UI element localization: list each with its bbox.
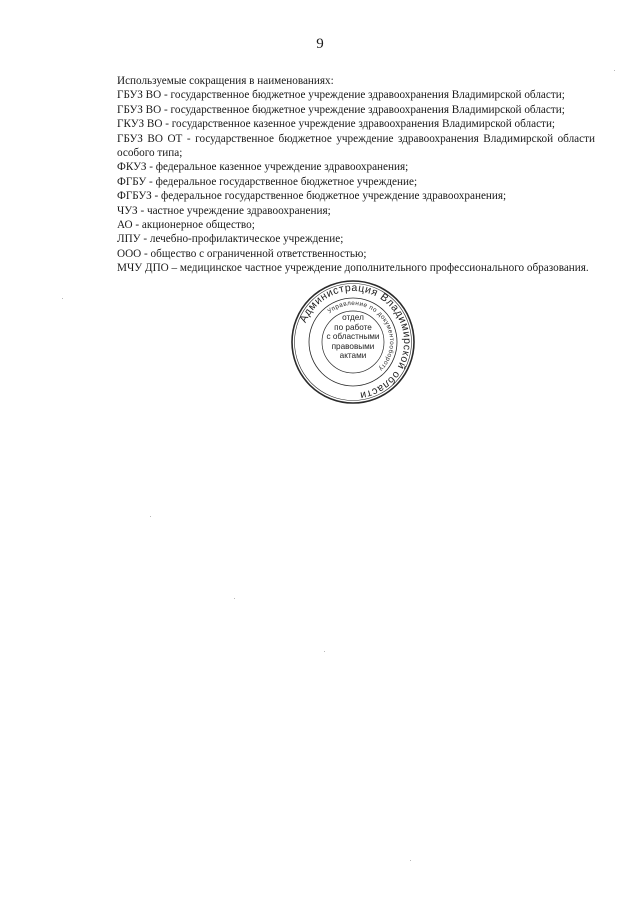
scan-speck: [150, 516, 151, 517]
abbreviation-item: ЛПУ - лечебно-профилактическое учреждение;: [117, 233, 344, 246]
abbreviation-item: ГБУЗ ВО - государственное бюджетное учреждение здравоохранения Владимирской области;: [117, 103, 565, 116]
abbreviation-item: МЧУ ДПО – медицинское частное учреждение дополнительного профессионального образования.: [117, 262, 589, 275]
abbreviation-item: ГКУЗ ВО - государственное казенное учреждение здравоохранения Владимирской области;: [117, 118, 556, 131]
abbreviations-intro: Используемые сокращения в наименованиях:: [117, 75, 334, 87]
abbreviation-item: ГБУЗ ВО - государственное бюджетное учреждение здравоохранения Владимирской области;: [117, 89, 565, 102]
abbreviation-item: ФГБУ - федеральное государственное бюджетное учреждение;: [117, 175, 418, 188]
scan-speck: [324, 651, 325, 652]
scan-speck: [410, 860, 411, 861]
abbreviation-item: ООО - общество с ограниченной ответственностью;: [117, 247, 367, 260]
abbreviations-section: [117, 74, 595, 276]
stamp-center-text: отдел по работе с областными правовыми актами: [326, 313, 380, 361]
scan-speck: [614, 70, 615, 71]
stamp-ring-text: Управление по документообороту: [326, 299, 396, 373]
page-number: 9: [316, 36, 324, 52]
official-stamp: [290, 279, 416, 405]
abbreviation-item: ЧУЗ - частное учреждение здравоохранения;: [117, 204, 331, 217]
abbreviation-item: АО - акционерное общество;: [117, 219, 255, 232]
abbreviation-item: ФГБУЗ - федеральное государственное бюджетное учреждение здравоохранения;: [117, 190, 507, 203]
abbreviation-item: ГБУЗ ВО ОТ - государственное бюджетное учреждение здравоохранения Владимирской области особого типа;: [117, 132, 595, 160]
scan-speck: [234, 598, 235, 599]
scan-speck: [62, 298, 63, 299]
stamp-outer-text: Администрация Владимирской области: [297, 281, 414, 402]
abbreviation-item: ФКУЗ - федеральное казенное учреждение здравоохранения;: [117, 161, 409, 174]
